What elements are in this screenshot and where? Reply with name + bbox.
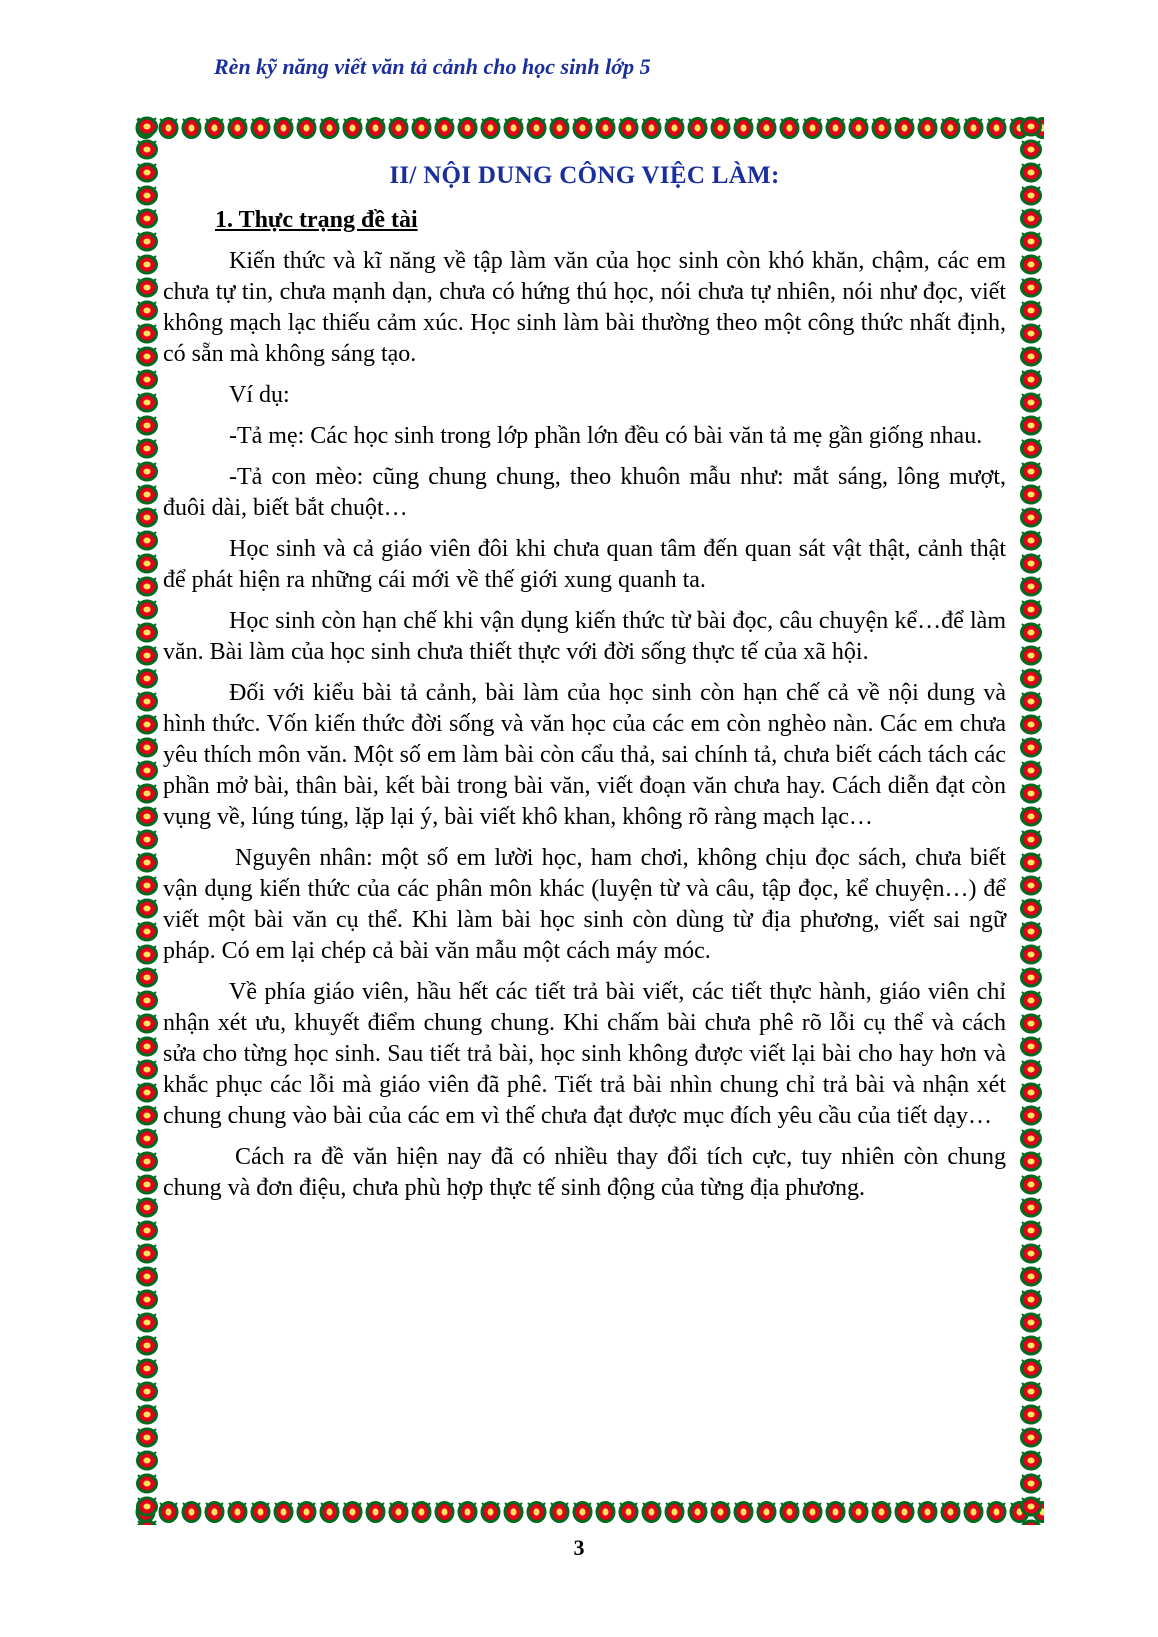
paragraph: Ví dụ: [229, 382, 290, 408]
paragraph: Học sinh và cả giáo viên đôi khi chưa quan tâm đến quan sát vật thật, cảnh thật để phát hiện ra những cái mới về thế giới xung quanh ta. [163, 536, 1006, 593]
flower-border-top [134, 115, 1044, 141]
subsection-title: 1. Thực trạng đề tài [215, 207, 418, 233]
paragraph: -Tả con mèo: cũng chung chung, theo khuôn mẫu như: mắt sáng, lông mượt, đuôi dài, biết bắt chuột… [163, 464, 1006, 521]
flower-border-right [1018, 115, 1044, 1525]
paragraph: Nguyên nhân: một số em lười học, ham chơi, không chịu đọc sách, chưa biết vận dụng kiến thức của các phân môn khác (luyện từ và câu, tập đọc, kể chuyện…) để viết một bài văn cụ thể. Khi làm bài học sinh còn dùng từ địa phương, viết sai ngữ pháp. Có em lại chép cả bài văn mẫu một cách máy móc. [163, 845, 1006, 964]
paragraph: Về phía giáo viên, hầu hết các tiết trả bài viết, các tiết thực hành, giáo viên chỉ nhận xét ưu, khuyết điểm chung chung. Khi chấm bài chưa phê rõ lỗi cụ thể và cách sửa cho từng học sinh. Sau tiết trả bài, học sinh không được viết lại bài cho hay hơn và khắc phục các lỗi mà giáo viên đã phê. Tiết trả bài nhìn chung chỉ trả bài và nhận xét chung chung vào bài của các em vì thế chưa đạt được mục đích yêu cầu của tiết dạy… [163, 979, 1006, 1129]
page-number: 3 [573, 1535, 585, 1560]
paragraph: Cách ra đề văn hiện nay đã có nhiều thay đổi tích cực, tuy nhiên còn chung chung và đơn điệu, chưa phù hợp thực tế sinh động của từng địa phương. [163, 1144, 1006, 1201]
running-header: Rèn kỹ năng viết văn tả cảnh cho học sinh lớp 5 [214, 54, 651, 79]
paragraph: -Tả mẹ: Các học sinh trong lớp phần lớn đều có bài văn tả mẹ gần giống nhau. [229, 423, 983, 449]
page-content [163, 160, 1006, 1214]
paragraph: Học sinh còn hạn chế khi vận dụng kiến thức từ bài đọc, câu chuyện kể…để làm văn. Bài làm của học sinh chưa thiết thực với đời sống thực tế của xã hội. [163, 608, 1006, 665]
paragraph: Kiến thức và kĩ năng về tập làm văn của học sinh còn khó khăn, chậm, các em chưa tự tin, chưa mạnh dạn, chưa có hứng thú học, nói chưa tự nhiên, nói như đọc, viết không mạch lạc thiếu cảm xúc. Học sinh làm bài thường theo một công thức nhất định, có sẵn mà không sáng tạo. [163, 248, 1006, 367]
flower-border-bottom [134, 1499, 1044, 1525]
paragraph: Đối với kiểu bài tả cảnh, bài làm của học sinh còn hạn chế cả về nội dung và hình thức. Vốn kiến thức đời sống và văn học của các em còn nghèo nàn. Các em chưa yêu thích môn văn. Một số em làm bài còn cẩu thả, sai chính tả, chưa biết cách tách các phần mở bài, thân bài, kết bài trong bài văn, viết đoạn văn chưa hay. Cách diễn đạt còn vụng về, lúng túng, lặp lại ý, bài viết khô khan, không rõ ràng mạch lạc… [163, 680, 1006, 830]
flower-border-left [134, 115, 160, 1525]
section-title: II/ NỘI DUNG CÔNG VIỆC LÀM: [389, 162, 780, 189]
